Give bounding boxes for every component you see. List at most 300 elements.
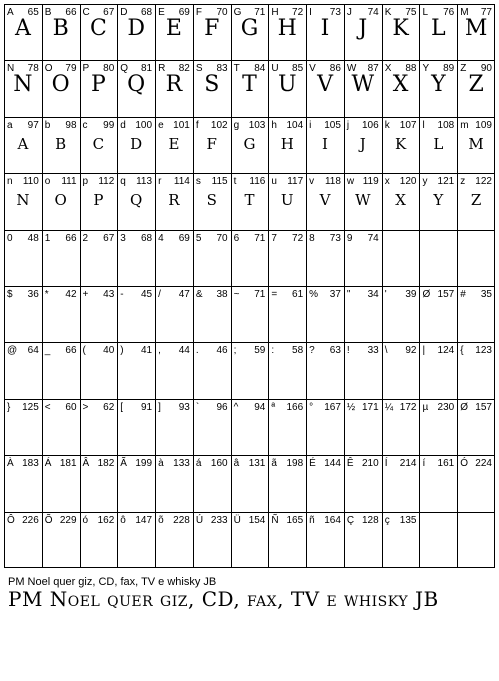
cell-char: T: [233, 63, 240, 75]
cell-glyph: V: [319, 191, 331, 210]
cell-char: Á: [44, 458, 52, 470]
cell-code: 128: [362, 514, 379, 526]
cell-char: <: [44, 401, 51, 413]
cell-glyph: P: [91, 72, 106, 98]
cell-code: 108: [437, 119, 455, 131]
cell-char: C: [82, 7, 90, 18]
cell-code: 81: [140, 63, 153, 75]
cell-char: Z: [460, 63, 467, 75]
cell-char: &: [195, 289, 203, 300]
cell-char: p: [82, 176, 89, 188]
cell-char: ": [346, 289, 351, 300]
cell-char: A: [7, 7, 14, 18]
cell-glyph: W: [355, 191, 371, 210]
cell-code: 46: [216, 345, 228, 357]
cell-char: U: [271, 63, 279, 75]
cell-code: 135: [399, 514, 417, 526]
cell-code: 97: [27, 119, 39, 131]
cell-code: 58: [292, 345, 304, 357]
cell-char: Õ: [44, 514, 53, 526]
cell-char: W: [346, 63, 357, 75]
cell-code: 73: [329, 7, 341, 18]
cell-char: P: [82, 63, 90, 75]
cell-code: 94: [254, 401, 266, 413]
cell-code: 38: [216, 289, 228, 300]
cell-glyph: A: [14, 16, 31, 41]
cell-code: 84: [254, 63, 266, 75]
cell-char: w: [346, 176, 355, 188]
cell-char: D: [120, 7, 128, 18]
cell-code: 67: [103, 232, 115, 244]
cell-code: 226: [22, 514, 39, 526]
cell-code: 78: [27, 63, 39, 75]
cell-code: 113: [136, 176, 153, 188]
cell-code: 88: [405, 63, 417, 75]
cell-glyph: C: [89, 16, 107, 41]
cell-code: 60: [65, 401, 77, 413]
cell-char: y: [422, 176, 428, 188]
cell-code: 121: [437, 176, 455, 188]
cell-glyph: U: [280, 191, 294, 210]
cell-char: ¼: [384, 401, 394, 413]
cell-glyph: Z: [468, 72, 484, 98]
cell-code: 122: [475, 176, 492, 188]
cell-code: 112: [98, 176, 115, 188]
cell-code: 233: [210, 514, 228, 526]
cell-glyph: M: [468, 134, 484, 153]
cell-code: 43: [103, 289, 115, 300]
cell-code: 154: [248, 514, 266, 526]
cell-code: 171: [362, 401, 379, 413]
cell-char: f: [195, 119, 199, 131]
cell-glyph: M: [464, 16, 488, 41]
cell-code: 199: [135, 458, 153, 470]
cell-glyph: D: [130, 134, 143, 153]
cell-code: 109: [475, 119, 492, 131]
cell-char: Q: [120, 63, 129, 75]
cell-char: \: [384, 345, 388, 357]
cell-code: 42: [65, 289, 77, 300]
cell-glyph: B: [52, 16, 69, 41]
cell-code: 70: [216, 232, 228, 244]
cell-char: ½: [346, 401, 356, 413]
cell-glyph: E: [165, 16, 182, 41]
cell-char: â: [233, 458, 240, 470]
cell-char: `: [195, 401, 200, 413]
cell-char: Ø: [460, 401, 468, 413]
cell-char: F: [195, 7, 202, 18]
cell-char: 2: [82, 232, 89, 244]
cell-char: à: [158, 458, 164, 470]
cell-code: 73: [329, 232, 341, 244]
cell-char: *: [44, 289, 49, 300]
cell-glyph: N: [13, 72, 33, 98]
cell-code: 44: [178, 345, 190, 357]
cell-glyph: B: [55, 134, 67, 153]
cell-char: s: [195, 176, 201, 188]
cell-char: 5: [195, 232, 202, 244]
cell-char: e: [158, 119, 164, 131]
cell-code: 74: [367, 232, 379, 244]
cell-code: 79: [65, 63, 77, 75]
cell-code: 35: [480, 289, 492, 300]
cell-char: 4: [158, 232, 164, 244]
cell-code: 61: [292, 289, 304, 300]
cell-char: µ: [422, 401, 429, 413]
cell-code: 157: [437, 289, 455, 300]
cell-char: b: [44, 119, 51, 131]
cell-code: 161: [437, 458, 455, 470]
cell-char: E: [158, 7, 165, 18]
cell-char: ^: [233, 401, 239, 413]
cell-code: 120: [399, 176, 417, 188]
cell-code: 133: [173, 458, 190, 470]
cell-code: 172: [399, 401, 417, 413]
cell-code: 101: [173, 119, 190, 131]
cell-code: 107: [399, 119, 417, 131]
cell-char: B: [44, 7, 52, 18]
cell-char: >: [82, 401, 89, 413]
cell-glyph: P: [93, 191, 104, 210]
cell-code: 118: [324, 176, 341, 188]
sample-text-rendered: PM Noel quer giz, CD, fax, TV e whisky JB: [8, 587, 439, 611]
cell-char: j: [346, 119, 350, 131]
cell-code: 62: [103, 401, 115, 413]
cell-code: 96: [216, 401, 228, 413]
cell-glyph: O: [51, 72, 70, 98]
cell-code: 106: [362, 119, 379, 131]
cell-code: 210: [362, 458, 379, 470]
cell-code: 103: [248, 119, 266, 131]
cell-glyph: J: [358, 16, 368, 41]
cell-glyph: X: [395, 191, 406, 210]
cell-char: 3: [120, 232, 126, 244]
cell-code: 71: [254, 232, 266, 244]
cell-code: 85: [292, 63, 304, 75]
cell-char: É: [309, 458, 316, 470]
cell-char: u: [271, 176, 277, 188]
cell-code: 230: [437, 401, 455, 413]
cell-code: 68: [140, 7, 153, 18]
cell-code: 90: [480, 63, 492, 75]
cell-char: G: [233, 7, 242, 18]
cell-char: ç: [384, 514, 390, 526]
cell-glyph: O: [54, 191, 67, 210]
cell-char: t: [233, 176, 237, 188]
cell-code: 124: [437, 345, 455, 357]
cell-code: 166: [286, 401, 304, 413]
cell-code: 69: [178, 7, 190, 18]
cell-char: $: [7, 289, 13, 300]
cell-char: [: [120, 401, 124, 413]
sample-text-plain: PM Noel quer giz, CD, fax, TV e whisky JB: [8, 576, 217, 588]
cell-char: !: [346, 345, 350, 357]
cell-code: 77: [480, 7, 492, 18]
cell-char: 9: [346, 232, 353, 244]
cell-char: Ú: [195, 514, 204, 526]
cell-char: O: [44, 63, 53, 75]
cell-char: H: [271, 7, 279, 18]
cell-char: S: [195, 63, 203, 75]
cell-code: 76: [443, 7, 455, 18]
cell-char: õ: [158, 514, 164, 526]
cell-glyph: I: [320, 16, 330, 41]
cell-char: Ó: [460, 458, 468, 470]
cell-char: ;: [233, 345, 237, 357]
cell-glyph: L: [433, 134, 444, 153]
cell-char: °: [309, 401, 314, 413]
cell-char: h: [271, 119, 277, 131]
cell-code: 67: [103, 7, 115, 18]
cell-code: 47: [178, 289, 190, 300]
cell-char: .: [195, 345, 199, 357]
cell-char: Ç: [346, 514, 355, 526]
cell-code: 63: [329, 345, 341, 357]
cell-code: 105: [324, 119, 341, 131]
cell-char: K: [384, 7, 392, 18]
cell-char: À: [7, 458, 14, 470]
cell-char: q: [120, 176, 126, 188]
cell-char: k: [384, 119, 390, 131]
cell-glyph: H: [277, 16, 297, 41]
cell-char: /: [158, 289, 161, 300]
cell-code: 40: [103, 345, 115, 357]
cell-code: 66: [65, 232, 77, 244]
cell-glyph: J: [359, 134, 366, 153]
cell-code: 104: [286, 119, 304, 131]
cell-char: 6: [233, 232, 240, 244]
cell-code: 224: [475, 458, 492, 470]
cell-code: 68: [140, 232, 153, 244]
cell-code: 147: [135, 514, 153, 526]
cell-glyph: S: [206, 191, 217, 210]
cell-glyph: F: [204, 16, 220, 41]
cell-char: |: [422, 345, 426, 357]
cell-char: {: [460, 345, 464, 357]
cell-code: 119: [362, 176, 379, 188]
cell-char: I: [309, 7, 312, 18]
cell-code: 66: [65, 345, 77, 357]
cell-char: 0: [7, 232, 13, 244]
cell-char: o: [44, 176, 51, 188]
cell-glyph: D: [127, 16, 145, 41]
cell-char: (: [82, 345, 86, 357]
cell-char: L: [422, 7, 429, 18]
cell-code: 162: [97, 514, 115, 526]
cell-glyph: U: [277, 72, 297, 98]
cell-glyph: T: [242, 72, 257, 98]
cell-glyph: E: [168, 134, 180, 153]
cell-char: d: [120, 119, 126, 131]
cell-char: í: [422, 458, 426, 470]
cell-glyph: A: [17, 134, 29, 153]
cell-code: 36: [27, 289, 39, 300]
cell-char: N: [7, 63, 15, 75]
cell-glyph: R: [165, 72, 183, 98]
cell-char: ô: [120, 514, 126, 526]
cell-char: a: [7, 119, 13, 131]
cell-char: }: [7, 401, 11, 413]
cell-code: 86: [329, 63, 341, 75]
cell-code: 69: [178, 232, 190, 244]
cell-glyph: K: [394, 134, 407, 153]
cell-glyph: G: [240, 16, 259, 41]
cell-char: X: [384, 63, 392, 75]
cell-code: 116: [249, 176, 266, 188]
cell-char: %: [309, 289, 319, 300]
cell-code: 65: [27, 7, 39, 18]
cell-code: 59: [254, 345, 266, 357]
cell-char: Â: [82, 458, 90, 470]
cell-char: 8: [309, 232, 315, 244]
grid-lines: [4, 4, 495, 568]
cell-char: Ã: [120, 458, 127, 470]
cell-code: 98: [65, 119, 77, 131]
cell-char: r: [158, 176, 162, 188]
cell-code: 41: [140, 345, 153, 357]
cell-code: 114: [173, 176, 190, 188]
cell-glyph: G: [243, 134, 256, 153]
cell-char: g: [233, 119, 240, 131]
cell-code: 165: [286, 514, 304, 526]
cell-char: Ê: [346, 458, 354, 470]
cell-char: -: [120, 289, 124, 300]
cell-code: 160: [210, 458, 228, 470]
cell-code: 37: [329, 289, 341, 300]
cell-glyph: R: [168, 191, 180, 210]
cell-glyph: W: [351, 72, 375, 98]
cell-code: 144: [324, 458, 341, 470]
cell-code: 66: [65, 7, 77, 18]
cell-code: 131: [248, 458, 266, 470]
cell-code: 228: [173, 514, 190, 526]
cell-char: #: [460, 289, 466, 300]
cell-code: 64: [27, 345, 39, 357]
cell-char: Ô: [7, 514, 15, 526]
cell-code: 48: [27, 232, 39, 244]
cell-char: l: [422, 119, 425, 131]
cell-char: Ñ: [271, 514, 279, 526]
cell-glyph: L: [431, 16, 446, 41]
cell-code: 229: [59, 514, 77, 526]
cell-char: i: [309, 119, 312, 131]
cell-code: 182: [97, 458, 115, 470]
cell-glyph: H: [280, 134, 294, 153]
cell-char: Ü: [233, 514, 241, 526]
cell-code: 71: [254, 289, 266, 300]
cell-code: 111: [61, 176, 77, 188]
cell-code: 70: [216, 7, 228, 18]
cell-char: ': [384, 289, 387, 300]
cell-char: z: [460, 176, 466, 188]
cell-code: 100: [135, 119, 153, 131]
cell-char: J: [346, 7, 352, 18]
cell-char: ): [120, 345, 124, 357]
cell-char: :: [271, 345, 275, 357]
cell-code: 92: [405, 345, 417, 357]
cell-char: c: [82, 119, 88, 131]
cell-code: 80: [103, 63, 115, 75]
cell-code: 82: [178, 63, 190, 75]
cell-glyph: F: [206, 134, 217, 153]
cell-code: 89: [443, 63, 455, 75]
cell-glyph: Q: [130, 191, 143, 210]
cell-char: m: [460, 119, 469, 131]
cell-code: 181: [59, 458, 77, 470]
cell-code: 117: [287, 176, 304, 188]
cell-code: 110: [22, 176, 39, 188]
cell-glyph: K: [392, 16, 409, 41]
cell-code: 123: [475, 345, 492, 357]
cell-code: 214: [399, 458, 417, 470]
cell-code: 75: [405, 7, 417, 18]
cell-glyph: C: [92, 134, 105, 153]
cell-code: 183: [22, 458, 39, 470]
cell-code: 93: [178, 401, 190, 413]
cell-code: 72: [292, 7, 304, 18]
cell-char: ~: [233, 289, 240, 300]
cell-char: Y: [422, 63, 430, 75]
cell-glyph: Y: [431, 72, 446, 98]
cell-char: V: [309, 63, 316, 75]
cell-code: 72: [292, 232, 304, 244]
cell-char: ª: [271, 401, 276, 413]
cell-char: M: [460, 7, 469, 18]
cell-glyph: N: [16, 191, 30, 210]
cell-char: 7: [271, 232, 277, 244]
cell-code: 83: [216, 63, 228, 75]
cell-code: 87: [367, 63, 379, 75]
cell-code: 99: [103, 119, 115, 131]
cell-glyph: Y: [433, 191, 444, 210]
cell-code: 34: [367, 289, 379, 300]
cell-code: 167: [324, 401, 341, 413]
cell-char: +: [82, 289, 89, 300]
cell-code: 74: [367, 7, 379, 18]
cell-char: @: [7, 345, 18, 357]
cell-char: =: [271, 289, 278, 300]
cell-code: 198: [286, 458, 304, 470]
cell-code: 115: [211, 176, 228, 188]
cell-char: n: [7, 176, 13, 188]
cell-char: x: [384, 176, 390, 188]
cell-glyph: X: [392, 72, 409, 98]
cell-code: 102: [210, 119, 228, 131]
cell-char: ñ: [309, 514, 315, 526]
cell-char: Ø: [422, 289, 431, 300]
cell-char: ã: [271, 458, 277, 470]
cell-glyph: I: [322, 134, 328, 153]
cell-char: 1: [44, 232, 51, 244]
cell-glyph: T: [244, 191, 255, 210]
cell-code: 33: [367, 345, 379, 357]
cell-glyph: S: [204, 72, 220, 98]
cell-char: á: [195, 458, 202, 470]
cell-code: 125: [22, 401, 39, 413]
cell-glyph: Q: [127, 72, 146, 98]
cell-char: _: [44, 345, 51, 357]
cell-code: 71: [254, 7, 266, 18]
cell-char: R: [158, 63, 166, 75]
cell-char: ]: [158, 401, 161, 413]
cell-code: 45: [140, 289, 153, 300]
cell-code: 91: [140, 401, 153, 413]
cell-char: ó: [82, 514, 89, 526]
cell-char: ,: [158, 345, 161, 357]
cell-code: 164: [324, 514, 341, 526]
cell-glyph: V: [317, 72, 333, 98]
cell-char: v: [309, 176, 315, 188]
